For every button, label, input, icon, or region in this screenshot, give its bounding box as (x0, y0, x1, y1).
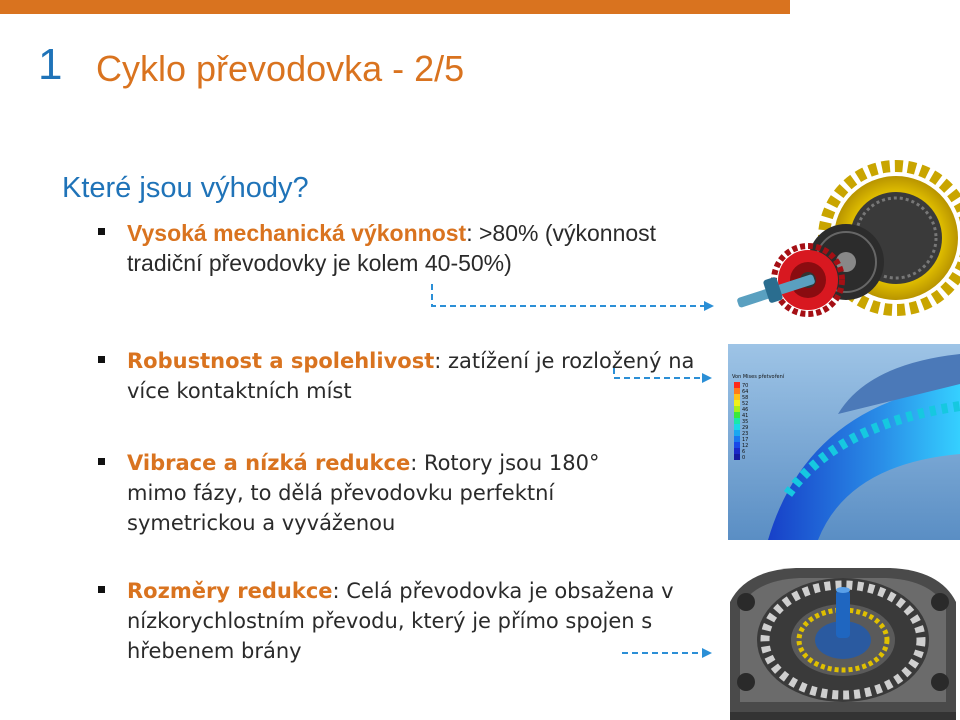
fea-legend-value: 17 (742, 437, 749, 443)
arrow-to-gear-image (428, 280, 728, 320)
fea-legend-value: 6 (742, 449, 746, 455)
slide-title: Cyklo převodovka - 2/5 (96, 48, 465, 89)
fea-legend-value: 52 (742, 401, 749, 407)
bullet-vibration (98, 448, 658, 538)
slide-number: 1 (38, 40, 63, 89)
bullet-text: : zatížení je rozložený na více kontaktních míst (127, 349, 695, 403)
section-question: Které jsou výhody? (62, 172, 309, 204)
arrow-to-stress-image (606, 366, 726, 396)
fea-legend-value: 0 (742, 455, 746, 461)
gearbox-housing-image (726, 562, 960, 720)
fea-legend-value: 12 (742, 443, 749, 449)
fea-legend-value: 29 (742, 425, 749, 431)
bullet-efficiency (98, 218, 698, 278)
bullet-square-icon (98, 228, 105, 235)
fea-legend-value: 70 (742, 383, 749, 389)
bullet-highlight: Rozměry redukce (127, 579, 333, 603)
top-accent-bar (0, 0, 790, 14)
bullet-square-icon (98, 458, 105, 465)
bullet-square-icon (98, 586, 105, 593)
bullet-text: : Celá převodovka je obsažena v nízkorychlostním převodu, který je přímo spojen s hřebenem brány (127, 579, 674, 663)
fea-legend-title: Von Mises přetvoření (732, 374, 785, 380)
fea-legend-value: 46 (742, 407, 749, 413)
bullet-highlight: Vibrace a nízká redukce (127, 451, 411, 475)
bullet-highlight: Vysoká mechanická výkonnost (127, 220, 467, 246)
fea-legend-value: 41 (742, 413, 749, 419)
fea-legend-value: 23 (742, 431, 749, 437)
bullet-square-icon (98, 356, 105, 363)
fea-legend-value: 58 (742, 395, 749, 401)
bullet-text: : Rotory jsou 180° mimo fázy, to dělá převodovku perfektní symetrickou a vyváženou (127, 451, 600, 535)
arrow-to-housing-image (620, 644, 720, 664)
fea-legend-value: 64 (742, 389, 749, 395)
fea-legend-value: 35 (742, 419, 749, 425)
stress-analysis-image (728, 344, 960, 540)
bullet-dimensions (98, 576, 700, 666)
exploded-gear-image (726, 152, 960, 328)
bullet-text: : >80% (výkonnost tradiční převodovky je kolem 40-50%) (127, 220, 657, 276)
bullet-highlight: Robustnost a spolehlivost (127, 349, 435, 373)
